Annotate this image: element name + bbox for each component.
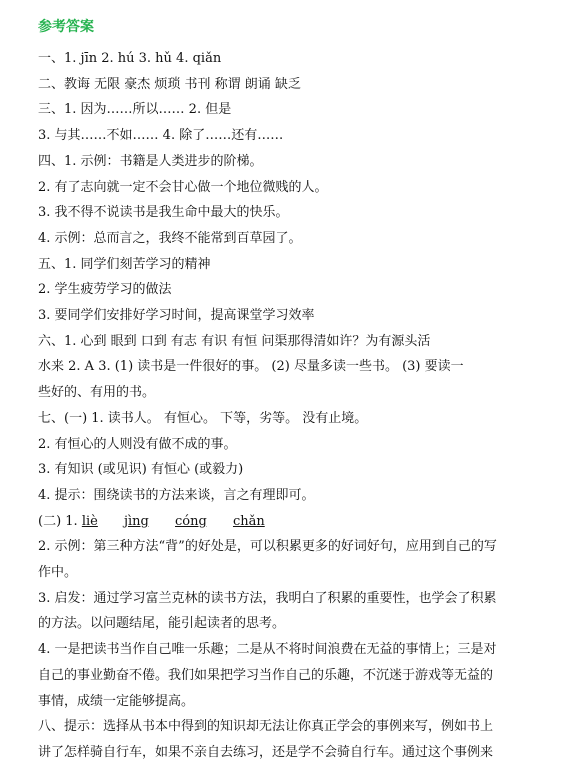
answer-line: 七、(一) 1. 读书人。 有恒心。 下等，劣等。 没有止境。 (38, 410, 368, 426)
answer-line: 二、教诲 无限 豪杰 烦琐 书刊 称谓 朗诵 缺乏 (38, 76, 301, 92)
answer-line: 水来 2. A 3. (1) 读书是一件很好的事。 (2) 尽量多读一些书。 (3) 要读一 (38, 359, 464, 375)
answer-line: 讲了怎样骑自行车，如果不亲自去练习，还是学不会骑自行车。通过这个事例来 (38, 744, 494, 760)
answer-line: 4. 一是把读书当作自己唯一乐趣；二是从不将时间浪费在无益的事情上；三是对 (38, 642, 497, 658)
pinyin-answer: liè (81, 513, 98, 529)
answer-line: 2. 有恒心的人则没有做不成的事。 (38, 436, 237, 452)
pinyin-answer: jìng (123, 513, 149, 529)
answer-line: 八、提示：选择从书本中得到的知识却无法让你真正学会的事例来写，例如书上 (38, 719, 494, 735)
answer-line: 六、1. 心到 眼到 口到 有志 有识 有恒 问渠那得清如许？为有源头活 (38, 333, 431, 349)
answer-line: 3. 与其……不如…… 4. 除了……还有…… (38, 128, 284, 144)
answer-line: 事情，成绩一定能够提高。 (38, 693, 195, 709)
answer-line: 三、1. 因为……所以…… 2. 但是 (38, 102, 232, 118)
answer-line: 3. 我不得不说读书是我生命中最大的快乐。 (38, 205, 289, 221)
answer-line: 3. 要同学们安排好学习时间，提高课堂学习效率 (38, 308, 315, 324)
page-title: 参考答案 (38, 19, 94, 35)
pinyin-answer: cóng (175, 513, 207, 529)
answer-block-2 (38, 534, 580, 765)
answer-line: 的方法。以问题结尾，能引起读者的思考。 (38, 616, 286, 632)
answer-line: 3. 启发：通过学习富兰克林的读书方法，我明白了积累的重要性，也学会了积累 (38, 590, 497, 606)
answer-line: 2. 有了志向就一定不会甘心做一个地位微贱的人。 (38, 179, 328, 195)
answer-line: 些好的、有用的书。 (38, 385, 156, 401)
pinyin-answer-line (38, 509, 580, 535)
answer-line: 4. 提示：围绕读书的方法来谈，言之有理即可。 (38, 487, 315, 503)
pinyin-prefix: (二) 1. (38, 513, 78, 529)
answer-line: 一、1. jīn 2. hú 3. hǔ 4. qiǎn (38, 51, 222, 66)
answer-line: 3. 有知识 (或见识) 有恒心 (或毅力) (38, 462, 244, 478)
answer-line: 自己的事业勤奋不倦。我们如果把学习当作自己的乐趣，不沉迷于游戏等无益的 (38, 667, 494, 683)
answer-line: 2. 学生疲劳学习的做法 (38, 282, 172, 298)
answer-line: 作中。 (38, 565, 78, 581)
answer-line: 五、1. 同学们刻苦学习的精神 (38, 256, 211, 272)
answer-line: 四、1. 示例：书籍是人类进步的阶梯。 (38, 153, 263, 169)
answer-line: 2. 示例：第三种方法“背”的好处是，可以积累更多的好词好句，应用到自己的写 (38, 539, 497, 555)
answer-block-1 (38, 46, 580, 509)
answer-line: 4. 示例：总而言之，我终不能常到百草园了。 (38, 230, 302, 246)
pinyin-answer: chǎn (232, 513, 265, 529)
